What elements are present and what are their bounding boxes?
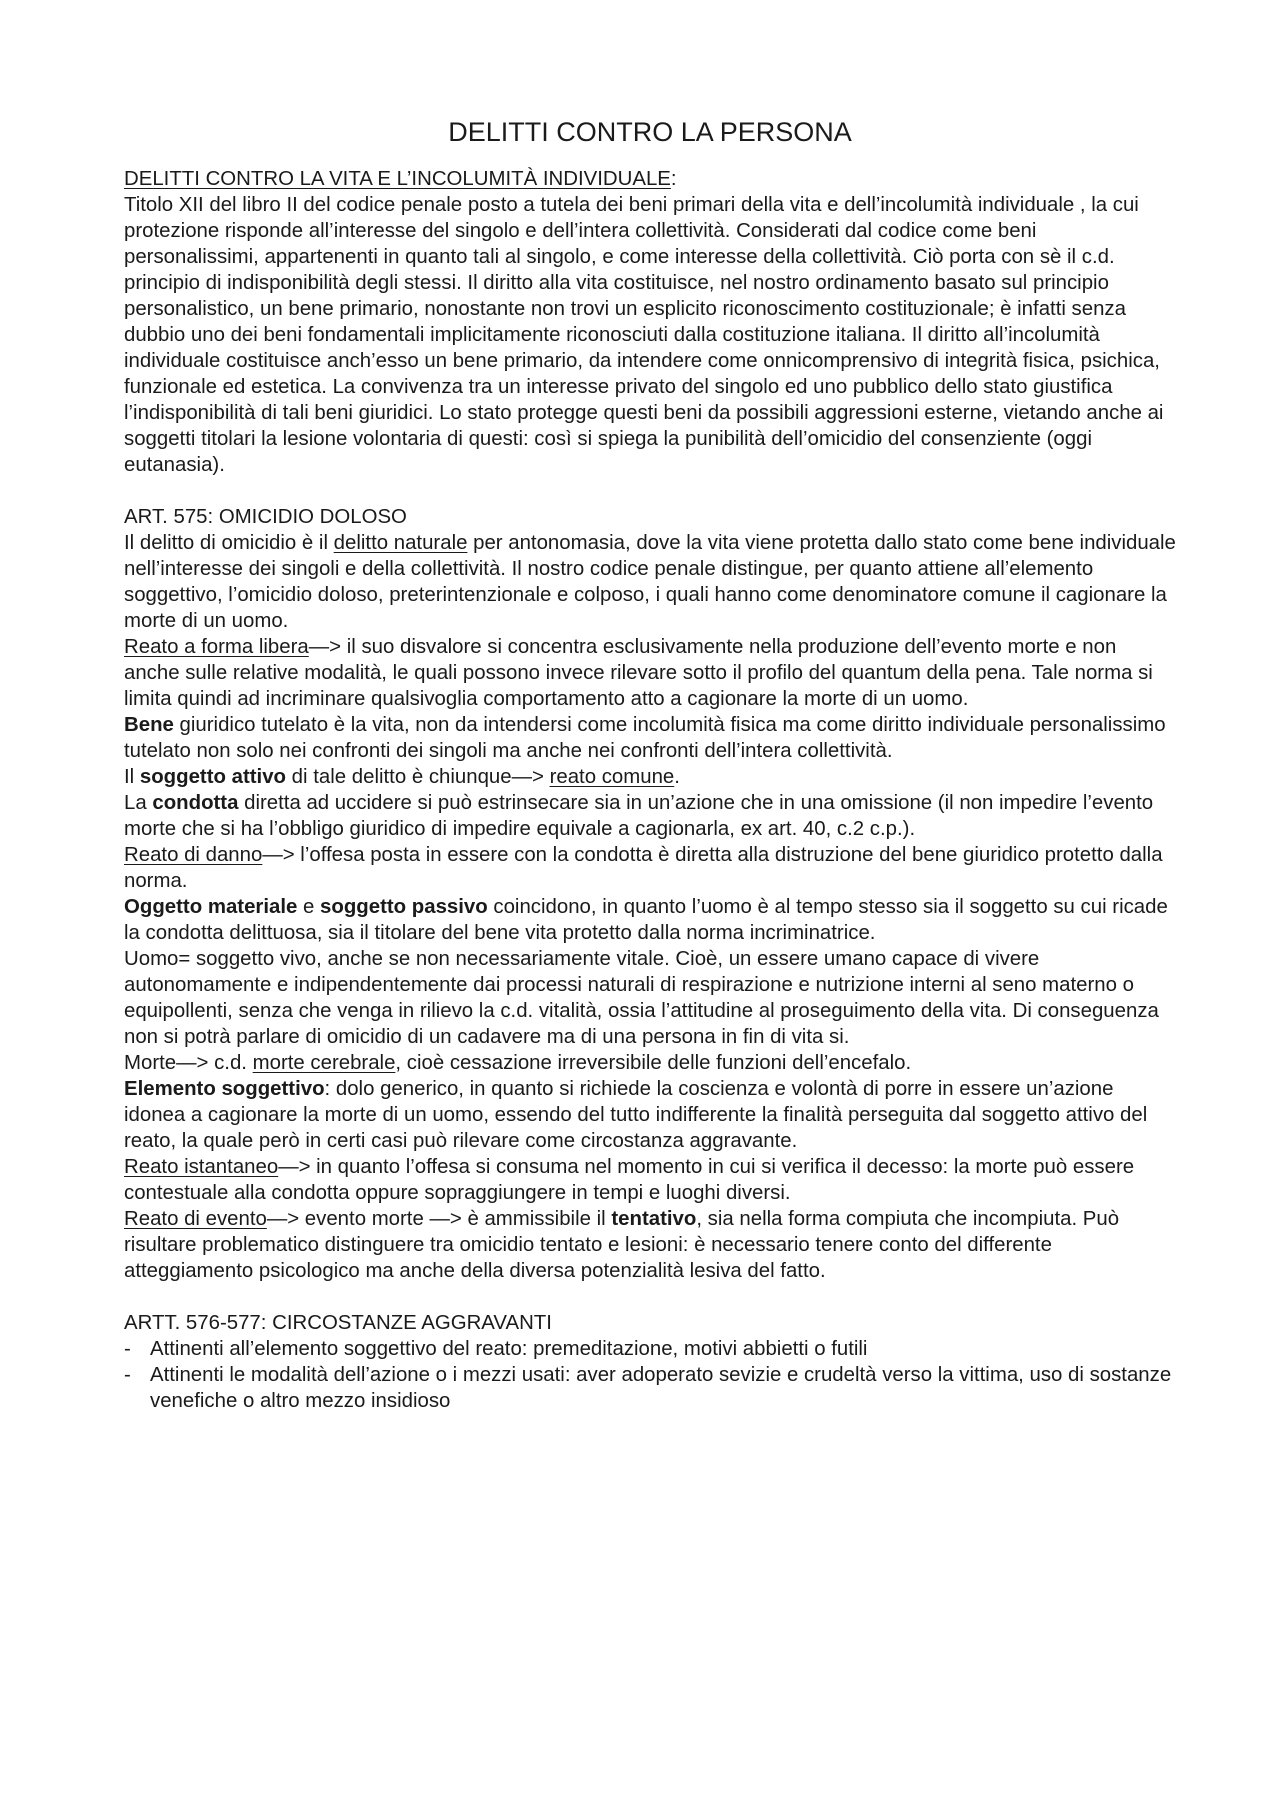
paragraph-reato-di-evento (124, 1206, 1176, 1284)
dash-bullet: - (124, 1364, 131, 1386)
text-span: —> evento morte —> è ammissibile il (266, 1208, 612, 1230)
article-heading: ARTT. 576-577: CIRCOSTANZE AGGRAVANTI (124, 1312, 552, 1334)
section-heading (124, 166, 1176, 192)
text-span: : dolo generico, in quanto si richiede la coscienza e volontà di porre in essere un’azione idonea a cagionare la morte di un uomo, essendo del tutto indifferente la finalità perseguita dal soggetto attivo del reato, la quale però in certi casi può rilevare come circostanza aggravante. (124, 1078, 1148, 1152)
underlined-term: morte cerebrale (252, 1052, 396, 1074)
paragraph-reato-istantaneo (124, 1154, 1176, 1206)
text-span: per antonomasia, dove la vita viene protetta dallo stato come bene individuale nell’interesse dei singoli e della collettività. Il nostro codice penale distingue, per quanto attiene all’elemento soggettivo, l’omicidio doloso, preterintenzionale e colposo, i quali hanno come denominatore comune il cagionare la morte di un uomo. (124, 532, 1176, 632)
section-heading-colon: : (670, 168, 677, 190)
bold-term: soggetto attivo (139, 766, 287, 788)
section-paragraph: Titolo XII del libro II del codice penale posto a tutela dei beni primari della vita e dell’incolumità individuale , la cui protezione risponde all’interesse del singolo e dell’intera collettività. Considerati dal codice come beni personalissimi, appartenenti in quanto tali al singolo, e come interesse della collettività. Ciò porta con sè il c.d. principio di indisponibilità degli stessi. Il diritto alla vita costituisce, nel nostro ordinamento basato sul principio personalistico, un bene primario, nonostante non trovi un esplicito riconoscimento costituzionale; è infatti senza dubbio uno dei beni fondamentali implicitamente riconosciuti dalla costituzione italiana. Il diritto all’incolumità individuale costituisce anch’esso un bene primario, da intendere come onnicomprensivo di integrità fisica, psichica, funzionale ed estetica. La convivenza tra un interesse privato del singolo ed uno pubblico dello stato giustifica l’indisponibilità di tali beni giuridici. Lo stato protegge questi beni da possibili aggressioni esterne, vietando anche ai soggetti titolari la lesione volontaria di questi: così si spiega la punibilità dell’omicidio del consenziente (oggi eutanasia). (124, 194, 1164, 476)
paragraph-condotta (124, 790, 1176, 842)
text-span: giuridico tutelato è la vita, non da intendersi come incolumità fisica ma come diritto individuale personalissimo tutelato non solo nei confronti dei singoli ma anche nei confronti dell’intera collettività. (124, 714, 1166, 762)
list-item (124, 1336, 1176, 1362)
section-heading-text: DELITTI CONTRO LA VITA E L’INCOLUMITÀ INDIVIDUALE (124, 168, 671, 190)
text-span: Morte—> c.d. (124, 1052, 253, 1074)
section-vita-incolumita (124, 166, 1176, 478)
text-span: —> il suo disvalore si concentra esclusivamente nella produzione dell’evento morte e non anche sulle relative modalità, le quali possono invece rilevare sotto il profilo del quantum della pena. Tale norma si limita quindi ad incriminare qualsivoglia comportamento atto a cagionare la morte di un uomo. (124, 636, 1153, 710)
paragraph-morte (124, 1050, 1176, 1076)
text-span: e (297, 896, 321, 918)
section-omicidio-doloso (124, 504, 1176, 1284)
text-span: —> in quanto l’offesa si consuma nel momento in cui si verifica il decesso: la morte può essere contestuale alla condotta oppure sopraggiungere in tempi e luoghi diversi. (124, 1156, 1135, 1204)
underlined-term: Reato di danno (124, 844, 263, 866)
list-item (124, 1362, 1176, 1414)
underlined-term: Reato di evento (124, 1208, 267, 1230)
paragraph-reato-di-danno (124, 842, 1176, 894)
paragraph-forma-libera (124, 634, 1176, 712)
underlined-term: reato comune (549, 766, 675, 788)
text-span: , sia nella forma compiuta che incompiuta. Può risultare problematico distinguere tra omicidio tentato e lesioni: è necessario tenere conto del differente atteggiamento psicologico ma anche della diversa potenzialità lesiva del fatto. (124, 1208, 1120, 1282)
spacer (124, 478, 1176, 504)
underlined-term: delitto naturale (333, 532, 468, 554)
paragraph-delitto-naturale (124, 530, 1176, 634)
text-span: La (124, 792, 153, 814)
dash-bullet: - (124, 1338, 131, 1360)
text-span: diretta ad uccidere si può estrinsecare sia in un’azione che in una omissione (il non impedire l’evento morte che si ha l’obbligo giuridico di impedire equivale a cagionarla, ex art. 40, c.2 c.p.). (124, 792, 1154, 840)
bold-term: soggetto passivo (320, 896, 488, 918)
paragraph-bene-giuridico (124, 712, 1176, 764)
document-title: DELITTI CONTRO LA PERSONA (448, 117, 852, 147)
article-heading: ART. 575: OMICIDIO DOLOSO (124, 506, 407, 528)
text-span: Il delitto di omicidio è il (124, 532, 334, 554)
underlined-term: Reato a forma libera (124, 636, 309, 658)
paragraph-uomo: Uomo= soggetto vivo, anche se non necessariamente vitale. Cioè, un essere umano capace di vivere autonomamente e indipendentemente dai processi naturali di respirazione e nutrizione interni al seno materno o equipollenti, senza che venga in rilievo la c.d. vitalità, ossia l’attitudine al proseguimento della vita. Di conseguenza non si potrà parlare di omicidio di un cadavere ma di una persona in fin di vita si. (124, 948, 1159, 1048)
text-span: , cioè cessazione irreversibile delle funzioni dell’encefalo. (395, 1052, 912, 1074)
bold-term: tentativo (611, 1208, 697, 1230)
spacer (124, 1284, 1176, 1310)
aggravanti-list (124, 1336, 1176, 1414)
text-span: . (674, 766, 680, 788)
text-span: Il (124, 766, 140, 788)
text-span: di tale delitto è chiunque—> (286, 766, 550, 788)
bold-term: Bene (124, 714, 174, 736)
paragraph-elemento-soggettivo (124, 1076, 1176, 1154)
paragraph-soggetto-attivo (124, 764, 1176, 790)
bold-term: condotta (152, 792, 239, 814)
list-item-text: Attinenti all’elemento soggettivo del reato: premeditazione, motivi abbietti o futili (150, 1338, 868, 1360)
list-item-text: Attinenti le modalità dell’azione o i mezzi usati: aver adoperato sevizie e crudeltà verso la vittima, uso di sostanze venefiche o altro mezzo insidioso (150, 1364, 1172, 1412)
text-span: coincidono, in quanto l’uomo è al tempo stesso sia il soggetto su cui ricade la condotta delittuosa, sia il titolare del bene vita protetto dalla norma incriminatrice. (124, 896, 1168, 944)
bold-term: Oggetto materiale (124, 896, 298, 918)
document-page (124, 112, 1176, 1414)
paragraph-oggetto-materiale (124, 894, 1176, 946)
text-span: —> l’offesa posta in essere con la condotta è diretta alla distruzione del bene giuridico protetto dalla norma. (124, 844, 1163, 892)
underlined-term: Reato istantaneo (124, 1156, 279, 1178)
bold-term: Elemento soggettivo (124, 1078, 325, 1100)
section-circostanze-aggravanti (124, 1310, 1176, 1414)
